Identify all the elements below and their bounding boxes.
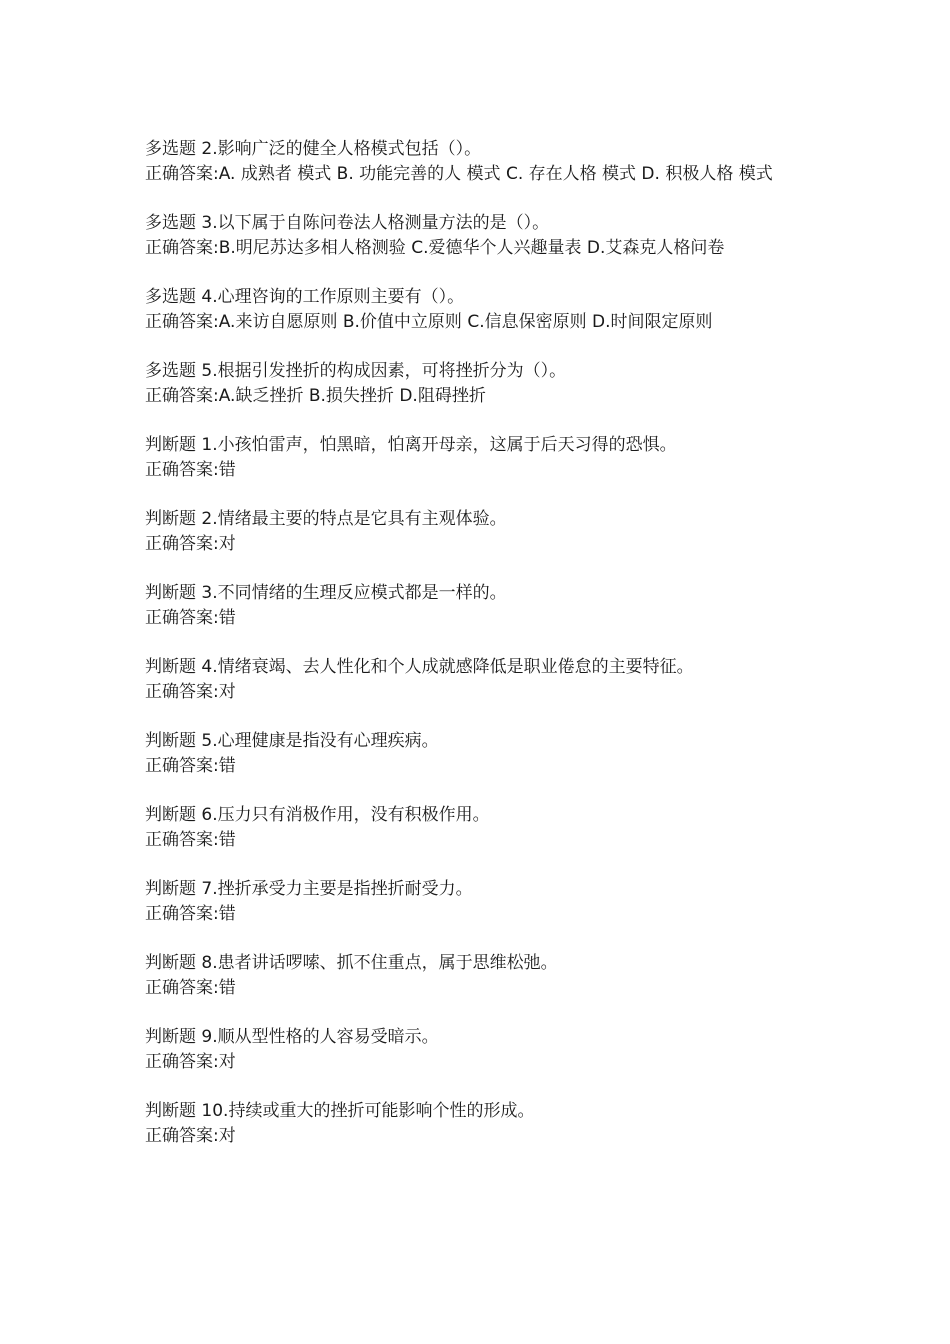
- answer-text: 正确答案:对: [145, 682, 236, 702]
- answer-text: 正确答案:错: [145, 830, 236, 850]
- question-item: [145, 211, 805, 261]
- question-item: [145, 803, 805, 853]
- question-text: 多选题 2.影响广泛的健全人格模式包括（）。: [145, 139, 482, 159]
- question-item: [145, 507, 805, 557]
- answer-text: 正确答案:对: [145, 1052, 236, 1072]
- question-list: [145, 137, 805, 1173]
- answer-text: 正确答案:错: [145, 904, 236, 924]
- question-text: 判断题 9.顺从型性格的人容易受暗示。: [145, 1027, 439, 1047]
- question-item: [145, 285, 805, 335]
- question-text: 判断题 7.挫折承受力主要是指挫折耐受力。: [145, 879, 473, 899]
- question-text: 判断题 2.情绪最主要的特点是它具有主观体验。: [145, 509, 507, 529]
- answer-text: 正确答案:A.缺乏挫折 B.损失挫折 D.阻碍挫折: [145, 386, 486, 406]
- question-text: 判断题 6.压力只有消极作用，没有积极作用。: [145, 805, 490, 825]
- question-item: [145, 359, 805, 409]
- question-text: 判断题 5.心理健康是指没有心理疾病。: [145, 731, 439, 751]
- question-item: [145, 877, 805, 927]
- question-text: 判断题 4.情绪衰竭、去人性化和个人成就感降低是职业倦怠的主要特征。: [145, 657, 694, 677]
- question-text: 多选题 3.以下属于自陈问卷法人格测量方法的是（）。: [145, 213, 550, 233]
- answer-text: 正确答案:错: [145, 460, 236, 480]
- question-text: 判断题 1.小孩怕雷声，怕黑暗，怕离开母亲，这属于后天习得的恐惧。: [145, 435, 677, 455]
- question-item: [145, 951, 805, 1001]
- question-item: [145, 729, 805, 779]
- answer-text: 正确答案:对: [145, 534, 236, 554]
- answer-text: 正确答案:错: [145, 756, 236, 776]
- question-text: 多选题 5.根据引发挫折的构成因素，可将挫折分为（）。: [145, 361, 567, 381]
- question-text: 判断题 3.不同情绪的生理反应模式都是一样的。: [145, 583, 507, 603]
- question-item: [145, 433, 805, 483]
- question-item: [145, 1099, 805, 1149]
- answer-text: 正确答案:对: [145, 1126, 236, 1146]
- question-item: [145, 581, 805, 631]
- answer-text: 正确答案:B.明尼苏达多相人格测验 C.爱德华个人兴趣量表 D.艾森克人格问卷: [145, 238, 725, 258]
- answer-text: 正确答案:A.来访自愿原则 B.价值中立原则 C.信息保密原则 D.时间限定原则: [145, 312, 713, 332]
- question-text: 判断题 10.持续或重大的挫折可能影响个性的形成。: [145, 1101, 535, 1121]
- answer-text: 正确答案:A. 成熟者 模式 B. 功能完善的人 模式 C. 存在人格 模式 D. 积极人格 模式: [145, 164, 773, 184]
- answer-text: 正确答案:错: [145, 608, 236, 628]
- question-text: 多选题 4.心理咨询的工作原则主要有（）。: [145, 287, 465, 307]
- question-item: [145, 137, 805, 187]
- answer-text: 正确答案:错: [145, 978, 236, 998]
- question-text: 判断题 8.患者讲话啰嗦、抓不住重点，属于思维松弛。: [145, 953, 558, 973]
- question-item: [145, 1025, 805, 1075]
- question-item: [145, 655, 805, 705]
